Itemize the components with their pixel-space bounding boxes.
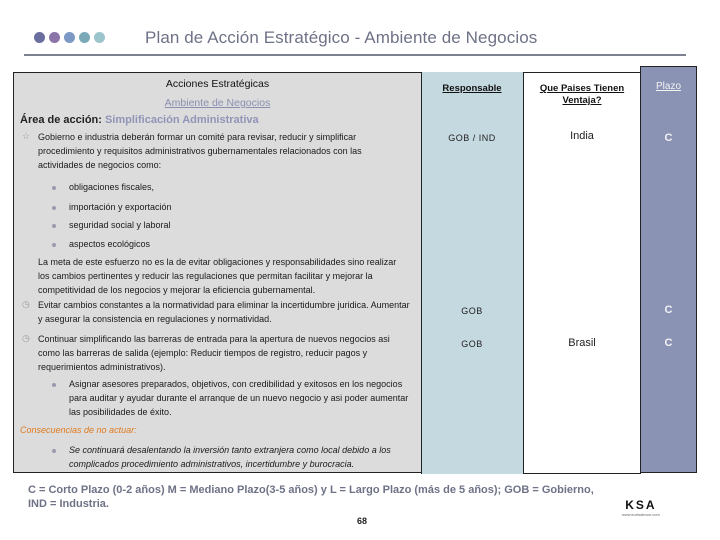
header-acciones: Acciones Estratégicas (165, 78, 270, 90)
row-1-note: La meta de este esfuerzo no es la de evitar obligaciones y responsabilidades sino realizar los cambios pertinentes y reducir las regulaciones que permitan facilitar y mejorar la competitividad de los negocios y mejorar la eficiencia gubernamental. (38, 257, 397, 295)
row-1-text: Gobierno e industria deberán formar un comité para revisar, reducir y simplificar procedimiento y requisitos administrativos gubernamentales relacionados con las actividades de negocios como: (38, 132, 362, 170)
row-2-plazo: C (664, 304, 673, 316)
row-1-responsable: GOB / IND (448, 133, 496, 143)
plazo-column (640, 66, 697, 473)
logo-subtext: www.kurtsalmon.com (622, 512, 660, 517)
bullet-icon (52, 383, 56, 387)
legend-text: C = Corto Plazo (0-2 años) M = Mediano Plazo(3-5 años) y L = Largo Plazo (más de 5 años); GOB = Gobierno, IND = Industria. (28, 484, 594, 510)
row-3-pais: Brasil (568, 337, 596, 349)
row-1-sub-1: obligaciones fiscales, (69, 182, 155, 192)
row-2-text: Evitar cambios constantes a la normatividad para eliminar la incertidumbre juridica. Aumentar y asegurar la consistencia en regulaciones y normatividad. (38, 300, 410, 324)
row-1-sub-3: seguridad social y laboral (69, 220, 171, 230)
title-divider (24, 54, 686, 56)
clock-icon: ◷ (22, 299, 30, 309)
page-title: Plan de Acción Estratégico - Ambiente de Negocios (145, 28, 538, 47)
ksa-logo (622, 498, 660, 517)
area-heading (20, 114, 259, 126)
bullet-icon (52, 206, 56, 210)
dot-icon (94, 32, 105, 43)
bullet-icon (52, 243, 56, 247)
area-value: Simplificación Administrativa (104, 114, 259, 126)
row-2-responsable: GOB (461, 306, 483, 316)
dot-icon (49, 32, 60, 43)
header-responsable: Responsable (442, 83, 502, 94)
consequences-label: Consecuencias de no actuar: (20, 425, 137, 435)
row-3-plazo: C (664, 337, 673, 349)
row-1-pais: India (570, 130, 594, 142)
header-paises: Que Paises Tienen Ventaja? (539, 83, 625, 106)
decorative-dots (34, 32, 105, 43)
bullet-icon (52, 449, 56, 453)
dot-icon (34, 32, 45, 43)
consequence-item: Se continuará desalentando la inversión tanto extranjera como local debido a los complicados procedimiento administrativos, incertidumbre y burocracia. (69, 445, 391, 469)
header-ambiente: Ambiente de Negocios (164, 97, 271, 109)
area-label: Área de acción: (20, 114, 102, 126)
row-3-sub-1: Asignar asesores preparados, objetivos, con credibilidad y exitosos en los negocios para auditar y ayudar durante el arranque de un nuevo negocio y asi poder aumentar las posibilidades de éxito. (69, 379, 409, 417)
row-1-sub-2: importación y exportación (69, 202, 172, 212)
star-outline-icon: ☆ (22, 131, 31, 141)
row-1-plazo: C (664, 132, 673, 144)
bullet-icon (52, 224, 56, 228)
row-1-sub-4: aspectos ecológicos (69, 239, 151, 249)
page-number: 68 (357, 516, 368, 526)
header-plazo: Plazo (655, 81, 681, 92)
row-3-responsable: GOB (461, 339, 483, 349)
clock-icon: ◷ (22, 333, 30, 343)
bullet-icon (52, 186, 56, 190)
row-3-text: Continuar simplificando las barreras de entrada para la apertura de nuevos negocios asi como las barreras de salida (ejemplo: Reducir tiempos de registro, reducir pagos y requerimientos administrativos). (38, 334, 390, 372)
dot-icon (64, 32, 75, 43)
logo-text: KSA (625, 498, 657, 512)
dot-icon (79, 32, 90, 43)
